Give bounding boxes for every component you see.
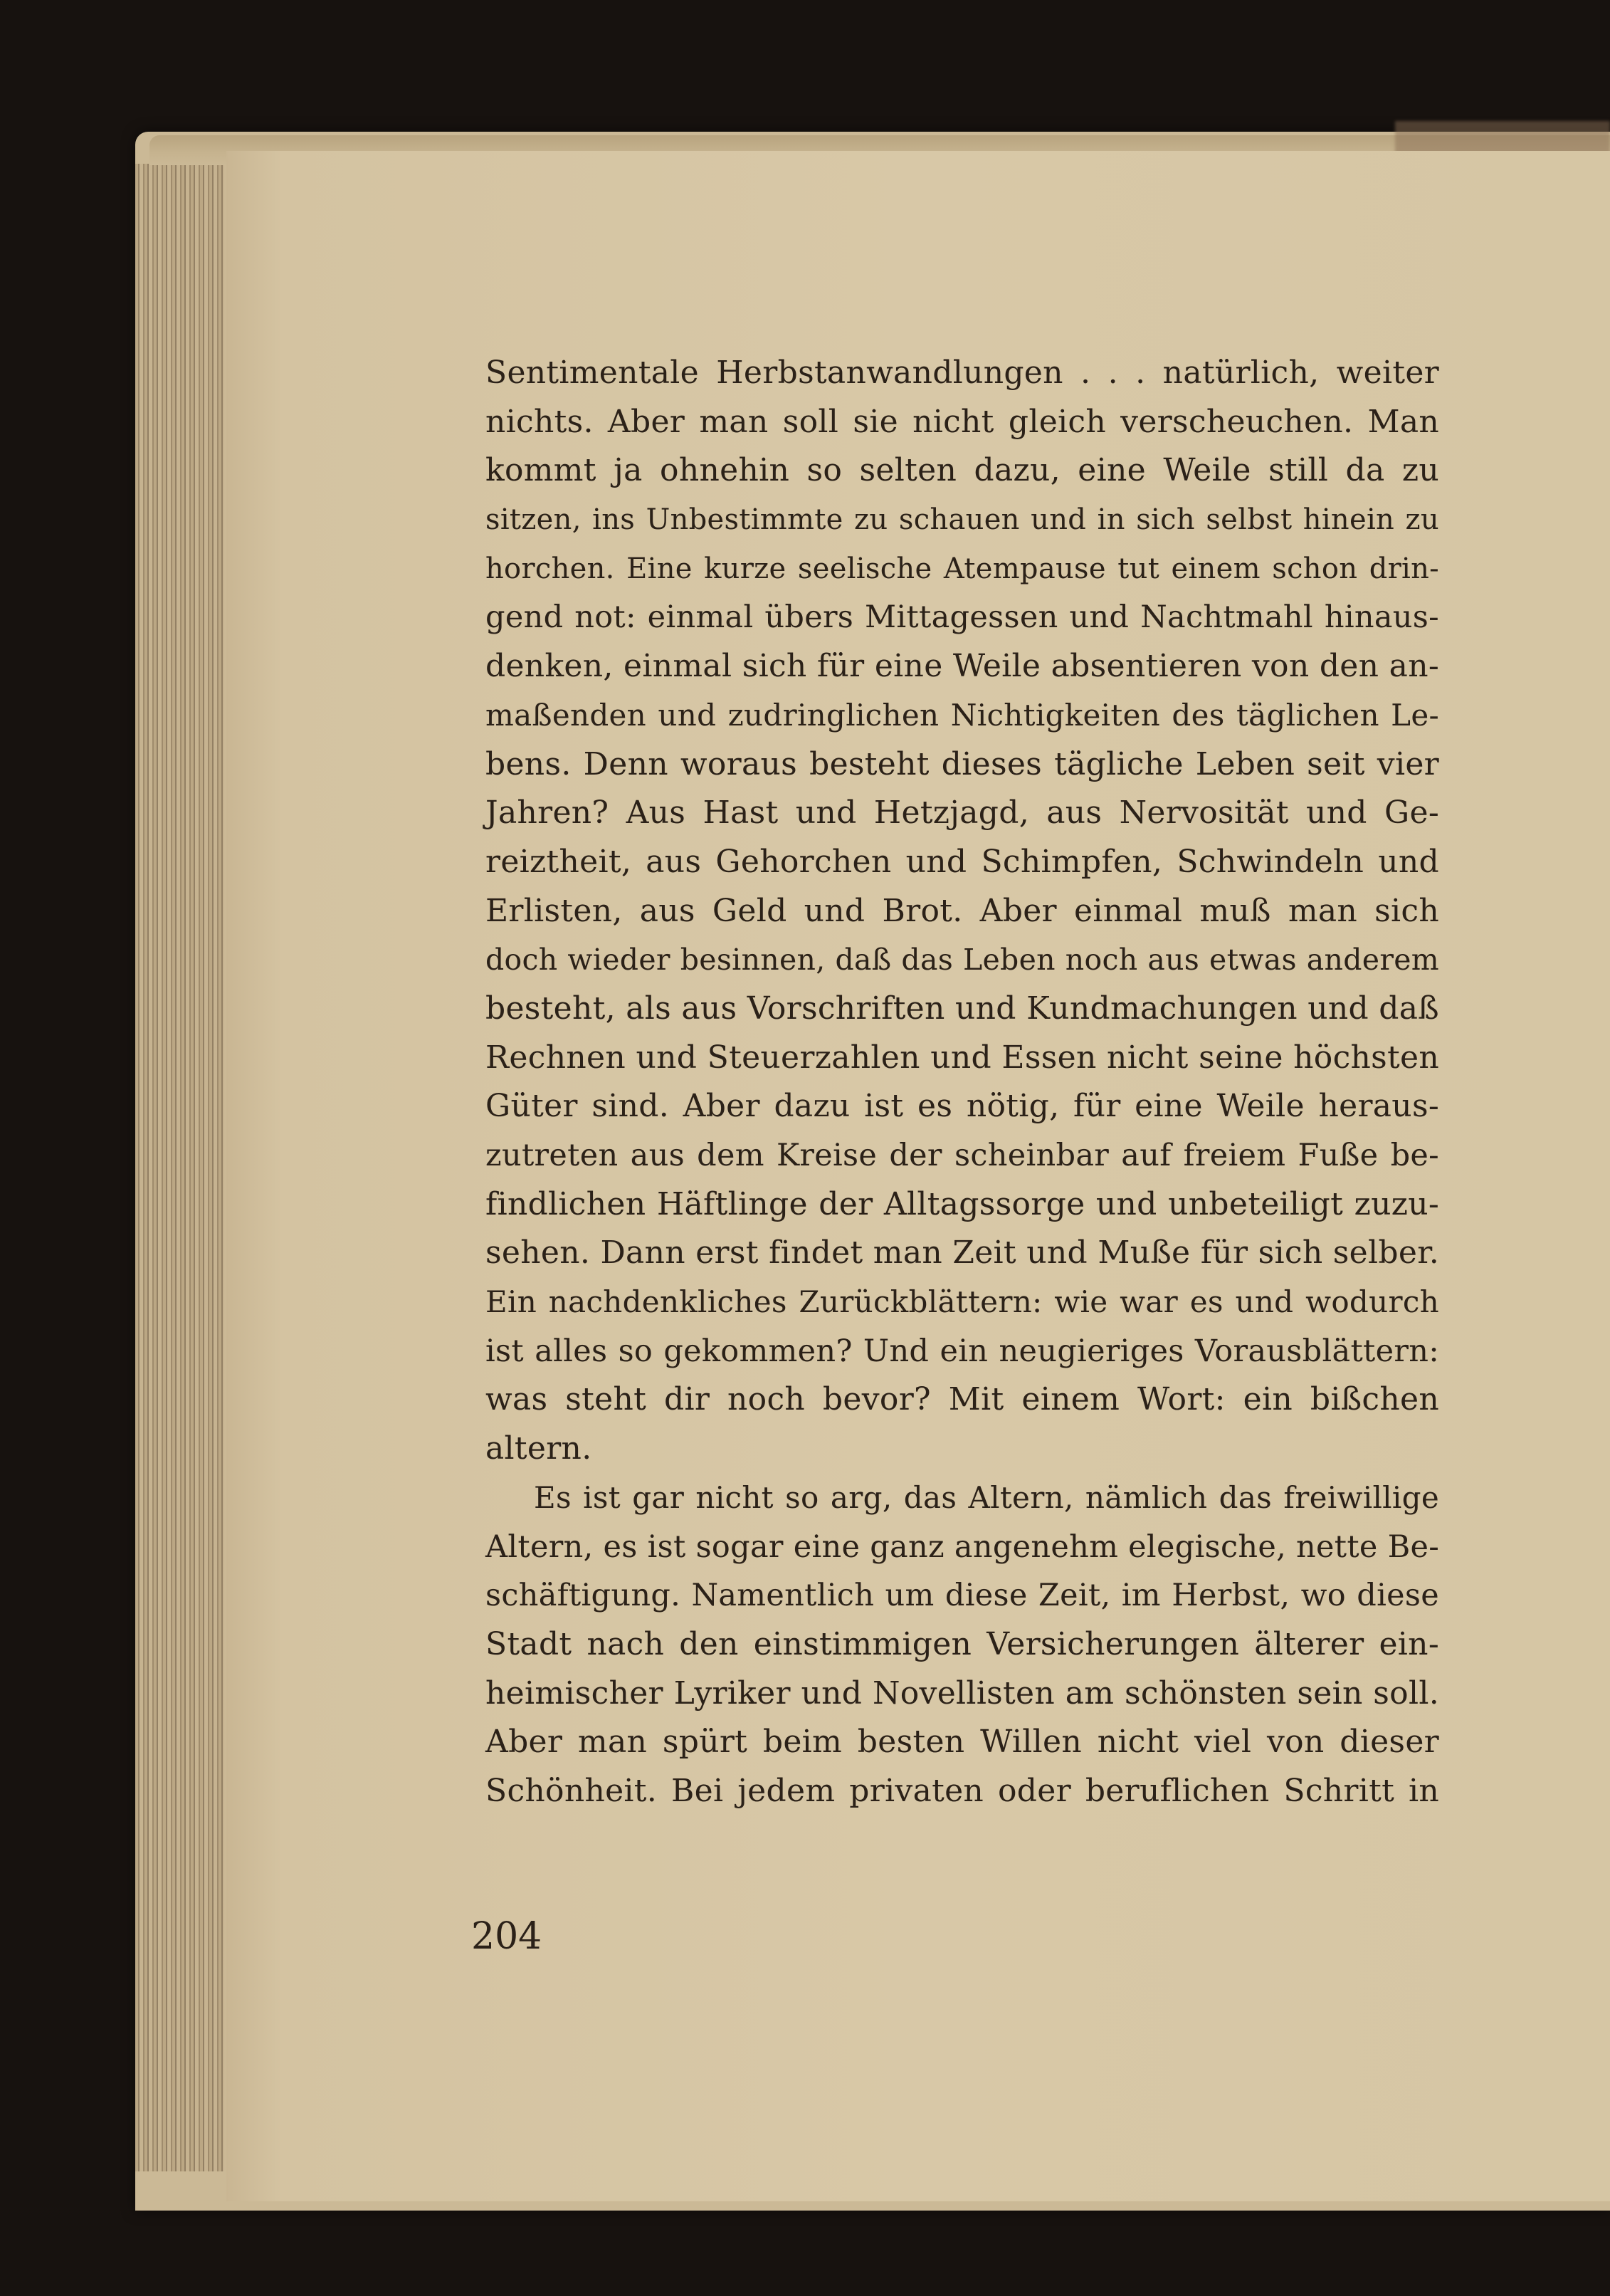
text-line: Aber man spürt beim besten Willen nicht viel von dieser (485, 1724, 1439, 1761)
text-line: findlichen Häftlinge der Alltagssorge und unbeteiligt zuzu- (485, 1185, 1439, 1222)
page-edges (135, 164, 224, 2171)
text-line: maßenden und zudringlichen Nichtigkeiten des täglichen Le- (485, 697, 1439, 733)
text-line: kommt ja ohnehin so selten dazu, eine Weile still da zu (485, 452, 1439, 489)
text-line: Ein nachdenkliches Zurückblättern: wie war es und wodurch (485, 1284, 1439, 1320)
text-line: sitzen, ins Unbestimmte zu schauen und in sich selbst hinein zu (485, 503, 1439, 537)
page-number: 204 (471, 1915, 542, 1958)
page-text (485, 349, 1439, 1816)
text-line: denken, einmal sich für eine Weile absentieren von den an- (485, 648, 1439, 685)
text-line: Altern, es ist sogar eine ganz angenehm elegische, nette Be- (485, 1529, 1440, 1565)
text-line: nichts. Aber man soll sie nicht gleich verscheuchen. Man (485, 403, 1439, 440)
text-line: reiztheit, aus Gehorchen und Schimpfen, Schwindeln und (485, 843, 1439, 880)
text-line: gend not: einmal übers Mittagessen und Nachtmahl hinaus- (485, 599, 1439, 636)
text-line: was steht dir noch bevor? Mit einem Wort: ein bißchen (485, 1381, 1439, 1418)
text-line: Stadt nach den einstimmigen Versicherungen älterer ein- (485, 1625, 1439, 1662)
text-line: ist alles so gekommen? Und ein neugieriges Vorausblättern: (485, 1333, 1439, 1369)
text-line: schäftigung. Namentlich um diese Zeit, im Herbst, wo diese (485, 1578, 1439, 1614)
text-line: zutreten aus dem Kreise der scheinbar auf freiem Fuße be- (485, 1138, 1439, 1173)
text-line: Jahren? Aus Hast und Hetzjagd, aus Nervosität und Ge- (485, 795, 1439, 832)
text-line: Sentimentale Herbstanwandlungen . . . natürlich, weiter (485, 355, 1439, 391)
text-line: doch wieder besinnen, daß das Leben noch aus etwas anderem (485, 943, 1439, 977)
text-line: Schönheit. Bei jedem privaten oder beruflichen Schritt in (485, 1772, 1439, 1809)
text-line: horchen. Eine kurze seelische Atempause tut einem schon drin- (485, 552, 1439, 585)
text-line: altern. (485, 1430, 592, 1467)
text-line: sehen. Dann erst findet man Zeit und Muße für sich selber. (485, 1235, 1439, 1272)
text-line: Güter sind. Aber dazu ist es nötig, für eine Weile heraus- (485, 1088, 1439, 1125)
text-line: Rechnen und Steuerzahlen und Essen nicht seine höchsten (485, 1039, 1439, 1076)
text-line: Erlisten, aus Geld und Brot. Aber einmal muß man sich (485, 892, 1439, 929)
text-line: heimischer Lyriker und Novellisten am schönsten sein soll. (485, 1674, 1439, 1711)
binding-strip (1395, 121, 1610, 155)
text-line: besteht, als aus Vorschriften und Kundmachungen und daß (485, 990, 1439, 1027)
text-line: bens. Denn woraus besteht dieses tägliche Leben seit vier (485, 745, 1439, 782)
text-line: Es ist gar nicht so arg, das Altern, nämlich das freiwillige (534, 1479, 1439, 1515)
